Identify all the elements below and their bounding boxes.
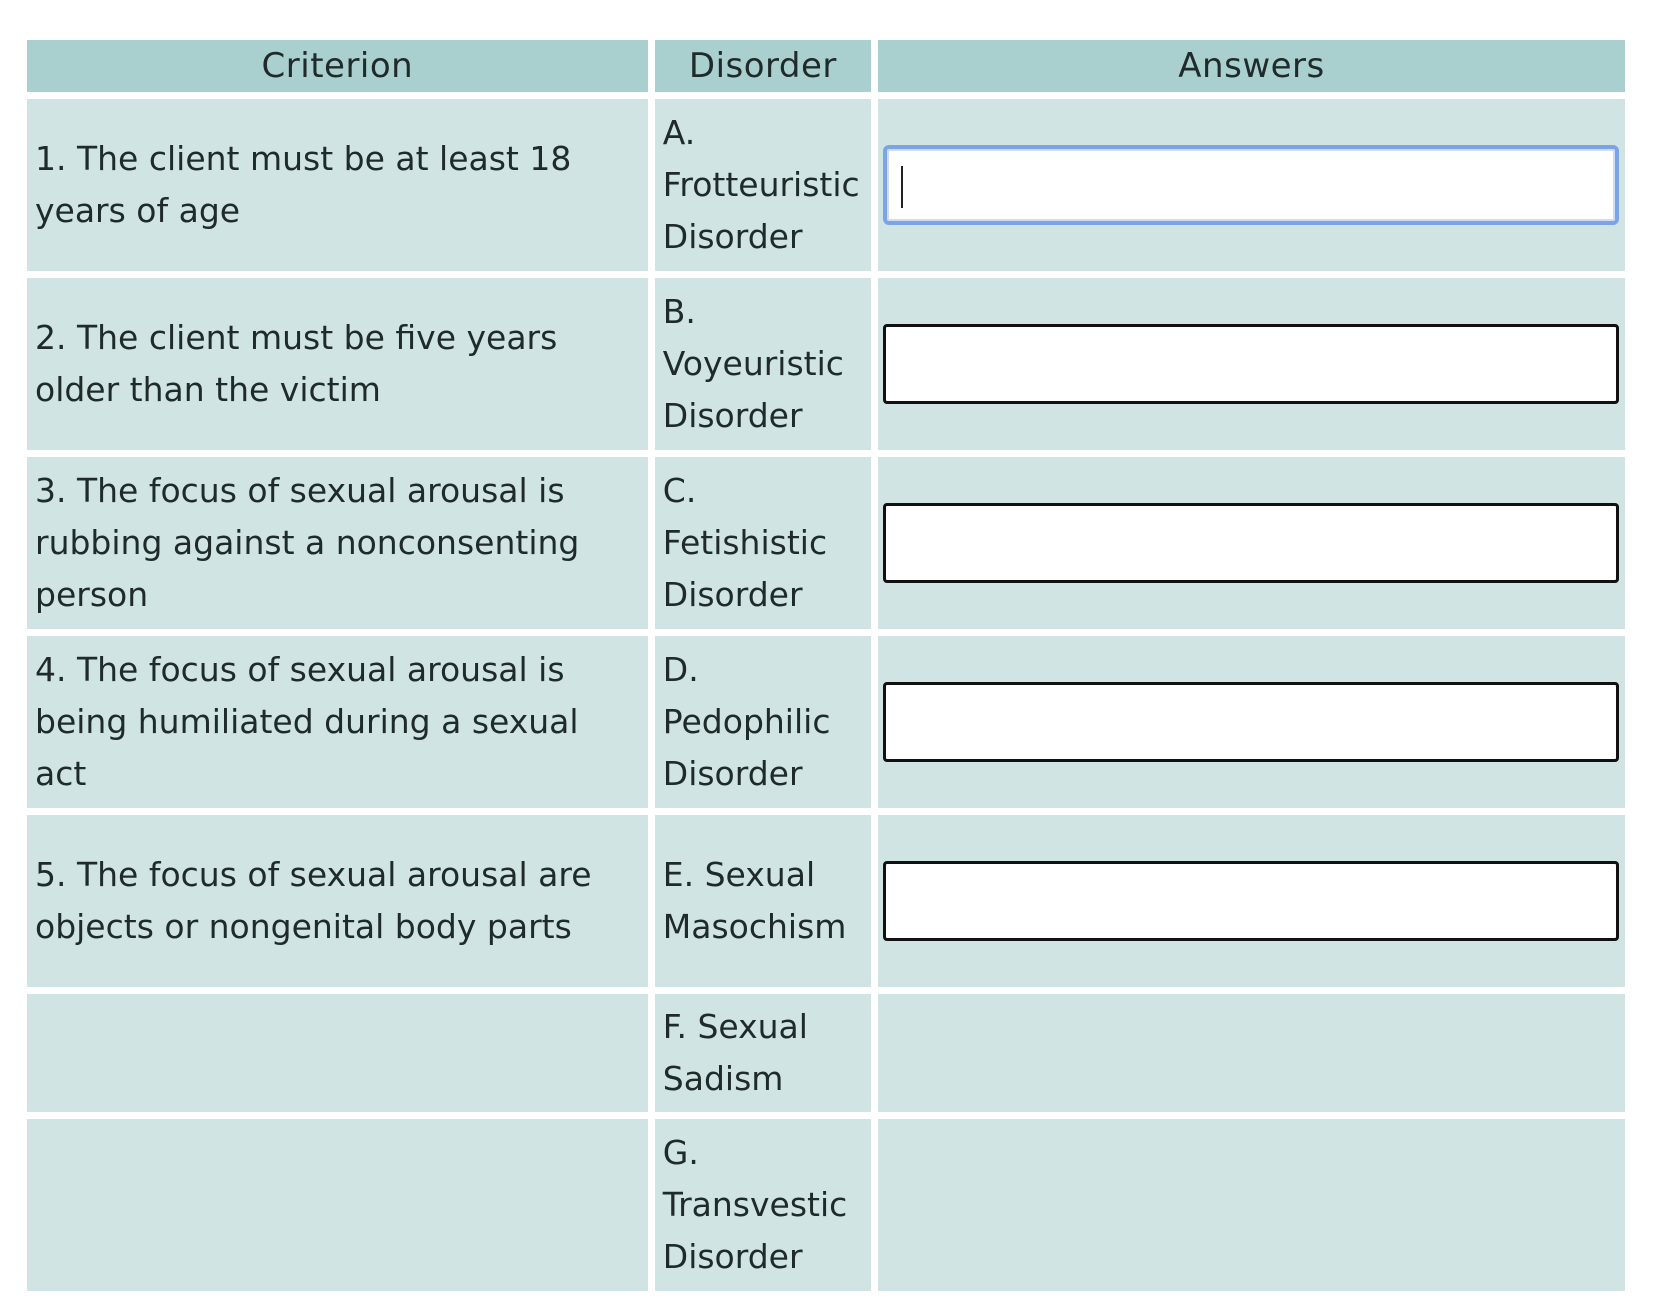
answer-cell bbox=[878, 457, 1625, 629]
answer-input-1[interactable] bbox=[883, 145, 1619, 225]
disorder-cell: D. Pedophilic Disorder bbox=[655, 636, 871, 808]
criterion-cell: 4. The focus of sexual arousal is being humiliated during a sexual act bbox=[27, 636, 648, 808]
disorder-cell: C. Fetishistic Disorder bbox=[655, 457, 871, 629]
criterion-cell: 5. The focus of sexual arousal are objects or nongenital body parts bbox=[27, 815, 648, 987]
table-row bbox=[27, 636, 1625, 808]
criterion-cell: 2. The client must be five years older than the victim bbox=[27, 278, 648, 450]
criterion-cell: 1. The client must be at least 18 years of age bbox=[27, 99, 648, 271]
disorder-cell: F. Sexual Sadism bbox=[655, 994, 871, 1112]
answer-cell bbox=[878, 815, 1625, 987]
criterion-cell: 3. The focus of sexual arousal is rubbing against a nonconsenting person bbox=[27, 457, 648, 629]
answer-cell bbox=[878, 278, 1625, 450]
answer-cell-empty bbox=[878, 994, 1625, 1112]
header-criterion: Criterion bbox=[27, 40, 648, 92]
table-row bbox=[27, 457, 1625, 629]
answer-input-5[interactable] bbox=[883, 861, 1619, 941]
header-row bbox=[27, 40, 1625, 92]
criterion-cell-empty bbox=[27, 1119, 648, 1291]
header-answers: Answers bbox=[878, 40, 1625, 92]
disorder-cell: B. Voyeuristic Disorder bbox=[655, 278, 871, 450]
disorder-cell: G. Transvestic Disorder bbox=[655, 1119, 871, 1291]
header-disorder: Disorder bbox=[655, 40, 871, 92]
answer-input-3[interactable] bbox=[883, 503, 1619, 583]
table-row bbox=[27, 994, 1625, 1112]
answer-input-2[interactable] bbox=[883, 324, 1619, 404]
answer-cell bbox=[878, 636, 1625, 808]
table-row bbox=[27, 278, 1625, 450]
matching-table bbox=[20, 33, 1632, 1298]
answer-cell bbox=[878, 99, 1625, 271]
answer-input-4[interactable] bbox=[883, 682, 1619, 762]
table-row bbox=[27, 1119, 1625, 1291]
answer-cell-empty bbox=[878, 1119, 1625, 1291]
table-row bbox=[27, 99, 1625, 271]
disorder-cell: E. Sexual Masochism bbox=[655, 815, 871, 987]
disorder-cell: A. Frotteuristic Disorder bbox=[655, 99, 871, 271]
criterion-cell-empty bbox=[27, 994, 648, 1112]
text-caret bbox=[901, 166, 903, 208]
table-row bbox=[27, 815, 1625, 987]
